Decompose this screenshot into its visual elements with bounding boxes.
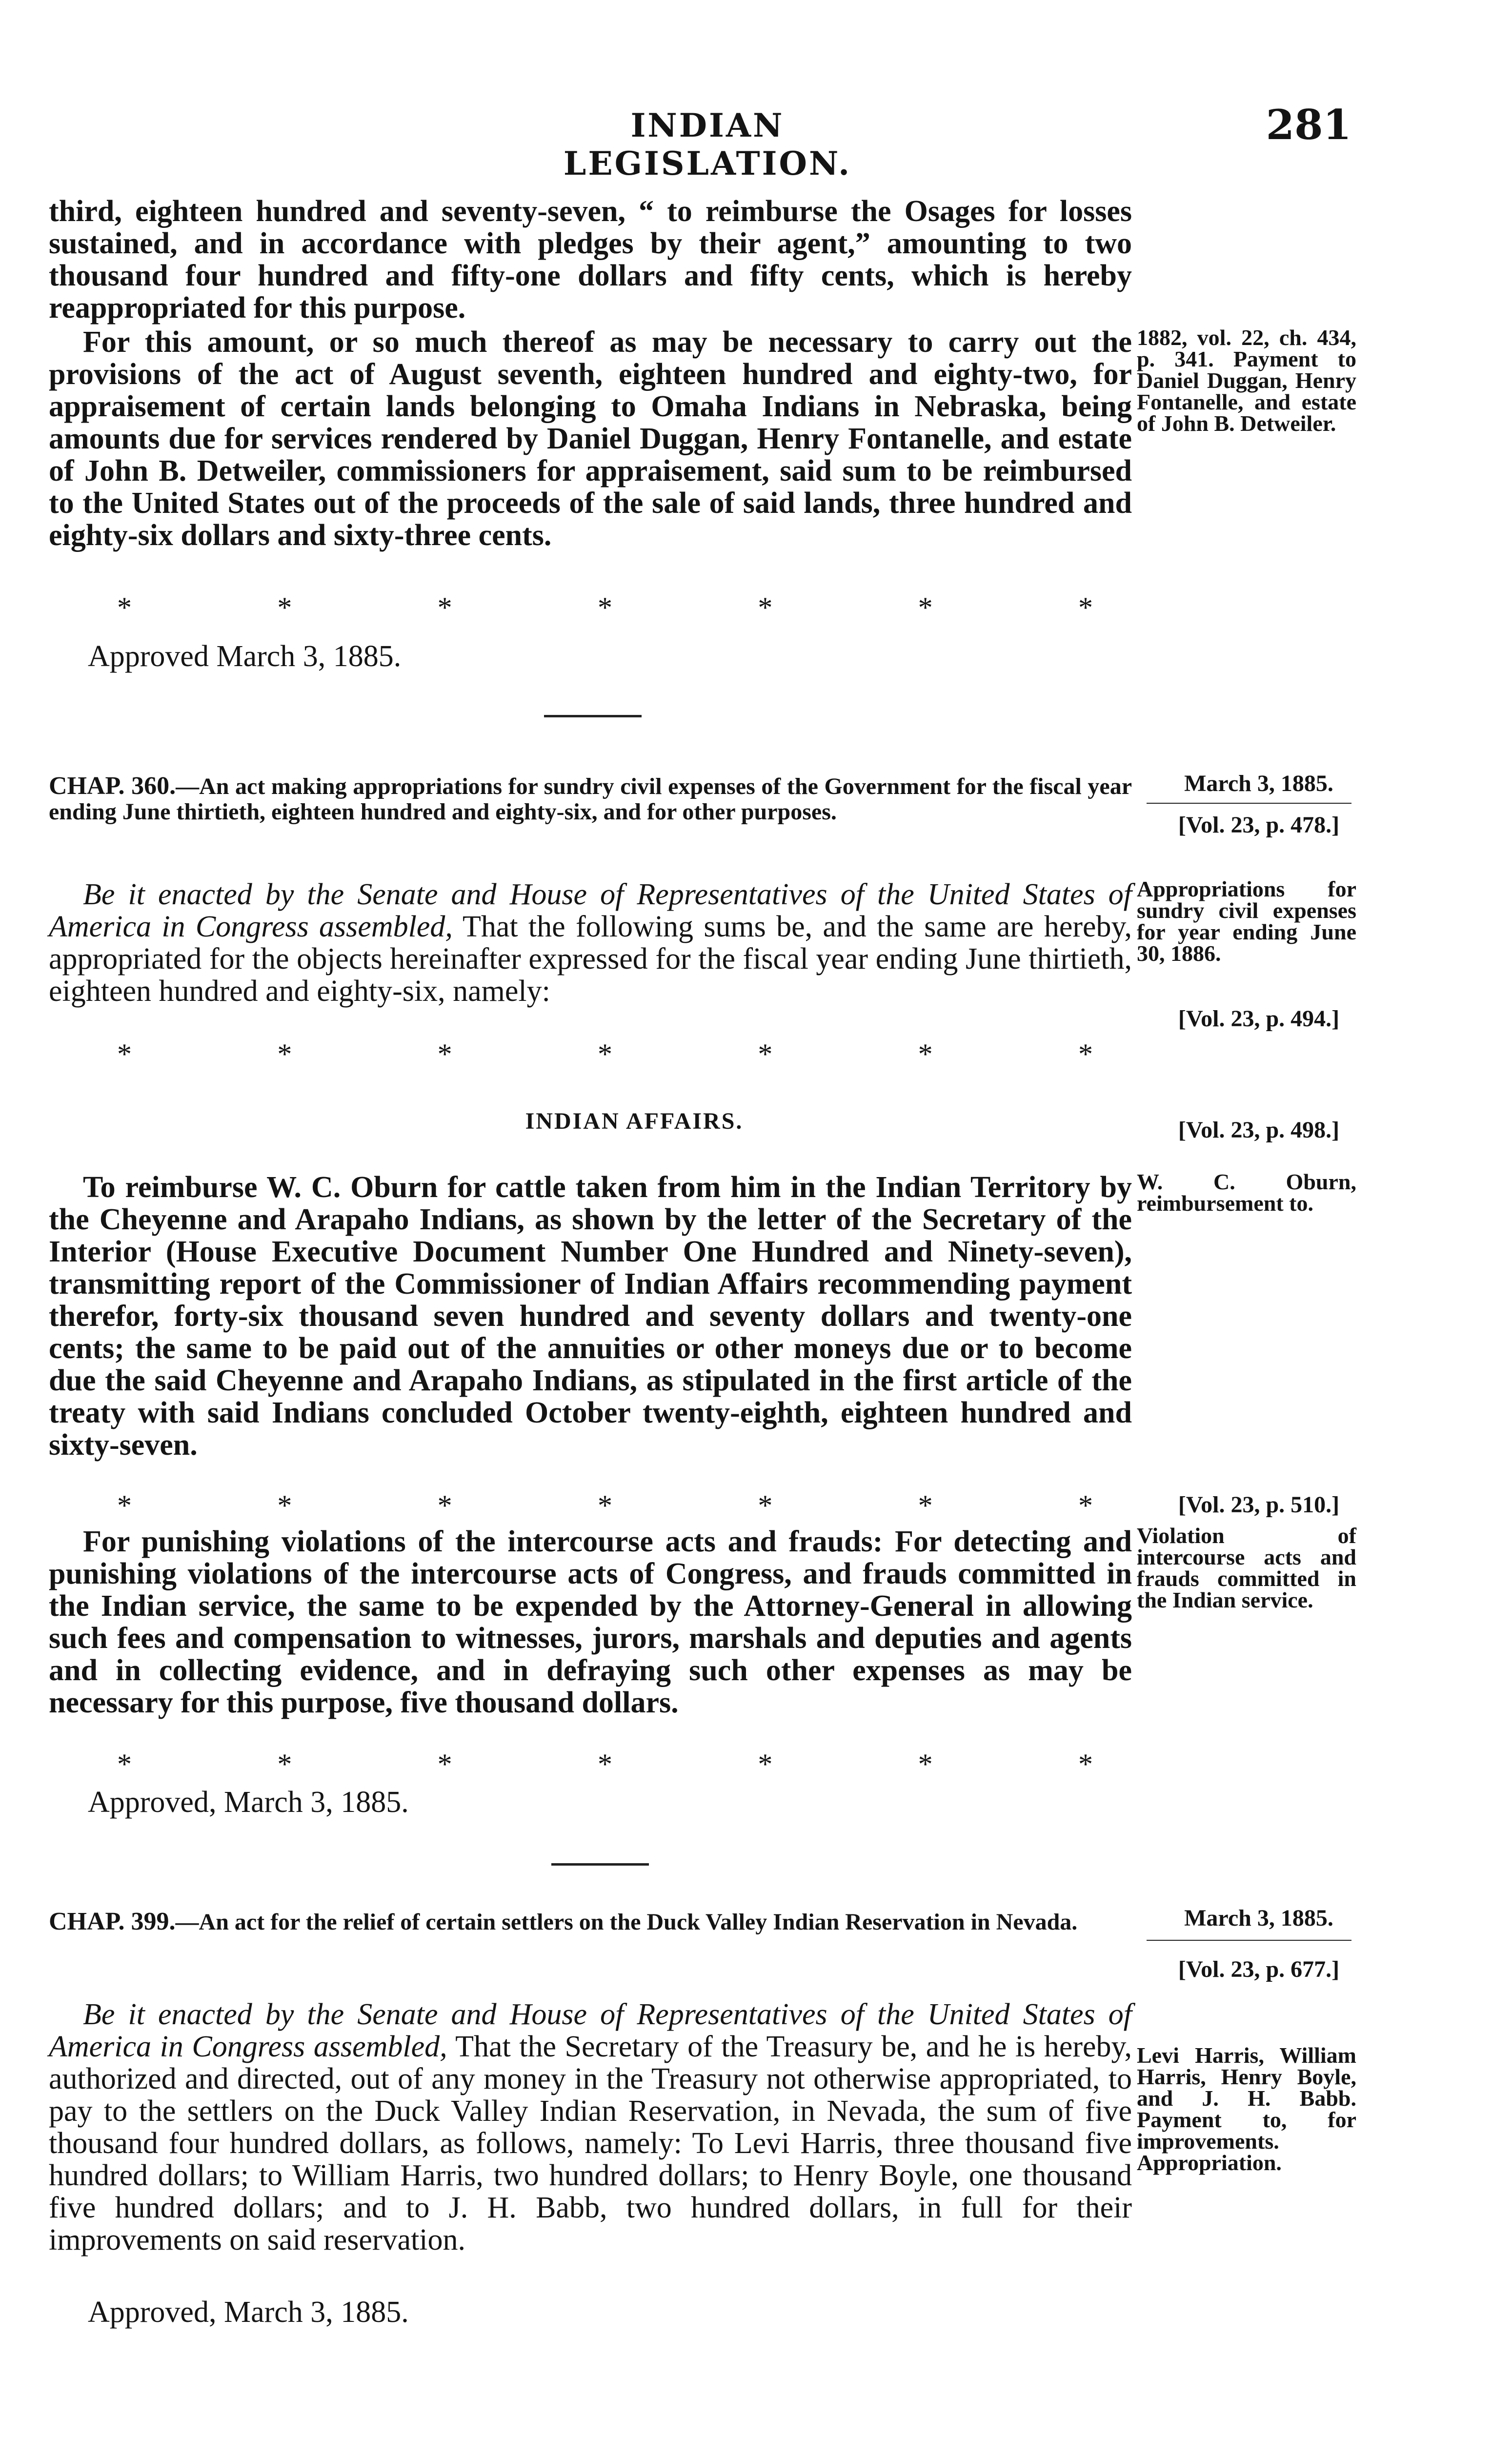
margin-date-399: March 3, 1885. (1184, 1905, 1333, 1931)
enacting-clause: Be it enacted by the Senate and House of Representatives of the United States of America in Congress assembled, (49, 878, 1132, 943)
asterisk-row-1 (117, 593, 1093, 622)
margin-divider (1147, 803, 1351, 804)
margin-note-settlers: Levi Harris, William Harris, Henry Boyle, and J. H. Babb. Payment to, for improvements. Appropriation. (1137, 2043, 1356, 2175)
asterisk: * (277, 1489, 292, 1522)
enacting-paragraph-360 (49, 878, 1132, 1007)
asterisk: * (437, 1748, 452, 1780)
asterisk: * (437, 1489, 452, 1522)
section-divider (551, 1863, 649, 1866)
asterisk: * (437, 591, 452, 624)
running-header: INDIAN LEGISLATION. (563, 106, 852, 183)
asterisk: * (597, 1038, 612, 1070)
chapter-399-title (49, 1909, 1132, 1935)
section-heading-indian-affairs: INDIAN AFFAIRS. (525, 1108, 744, 1134)
margin-ref-677: [Vol. 23, p. 677.] (1178, 1956, 1340, 1982)
margin-note-oburn: W. C. Oburn, reimbursement to. (1137, 1169, 1356, 1216)
asterisk: * (277, 1038, 292, 1070)
enacting-paragraph-399 (49, 1998, 1132, 2256)
page-number: 281 (1266, 101, 1351, 149)
asterisk: * (758, 1748, 773, 1780)
margin-divider (1147, 1940, 1351, 1941)
chap-title-text: —An act for the relief of certain settlers on the Duck Valley Indian Reservation in Nevada. (175, 1909, 1078, 1935)
margin-ref-494: [Vol. 23, p. 494.] (1178, 1006, 1340, 1032)
duggan-paragraph: For this amount, or so much thereof as may be necessary to carry out the provisions of the act of August seventh, eighteen hundred and eighty-two, for appraisement of certain lands belonging to Omaha Indians in Nebraska, being amounts due for services rendered by Daniel Duggan, Henry Fontanelle, and estate of John B. Detweiler, commissioners for appraisement, said sum to be reimbursed to the United States out of the proceeds of the sale of said lands, three hundred and eighty-six dollars and sixty-three cents. (49, 325, 1132, 552)
chapter-360-title (49, 773, 1132, 825)
asterisk: * (1078, 1748, 1093, 1780)
chap-label: CHAP. 360. (49, 772, 176, 800)
asterisk-row-4 (117, 1749, 1093, 1779)
margin-ref-478: [Vol. 23, p. 478.] (1178, 812, 1340, 838)
asterisk: * (1078, 591, 1093, 624)
asterisk: * (597, 1748, 612, 1780)
margin-ref-510: [Vol. 23, p. 510.] (1178, 1492, 1340, 1518)
enacting-rest: That the following sums be, and the same are hereby, appropriated for the objects hereinafter expressed for the fiscal year ending June thirtieth, eighteen hundred and eighty-six, namely: (49, 910, 1132, 1008)
approved-line-3: Approved, March 3, 1885. (88, 2296, 409, 2329)
asterisk: * (117, 1038, 132, 1070)
enacting-clause: Be it enacted by the Senate and House of Representatives of the United States of America in Congress assembled, (49, 1998, 1132, 2063)
margin-ref-498: [Vol. 23, p. 498.] (1178, 1117, 1340, 1143)
approved-line-1: Approved March 3, 1885. (88, 640, 402, 673)
asterisk: * (918, 591, 933, 624)
asterisk: * (277, 591, 292, 624)
asterisk: * (758, 591, 773, 624)
asterisk-row-3 (117, 1491, 1093, 1520)
asterisk: * (758, 1489, 773, 1522)
approved-line-2: Approved, March 3, 1885. (88, 1786, 409, 1819)
asterisk: * (117, 1489, 132, 1522)
asterisk: * (117, 591, 132, 624)
asterisk: * (918, 1489, 933, 1522)
asterisk: * (918, 1748, 933, 1780)
asterisk: * (117, 1748, 132, 1780)
margin-note-violations: Violation of intercourse acts and frauds committed in the Indian service. (1137, 1523, 1356, 1612)
asterisk: * (437, 1038, 452, 1070)
continuation-paragraph: third, eighteen hundred and seventy-seven, “ to reimburse the Osages for losses sustained, and in accordance with pledges by their agent,” amounting to two thousand four hundred and fifty-one dollars and fifty cents, which is hereby reappropriated for this purpose. (49, 195, 1132, 325)
chap-title-text: —An act making appropriations for sundry civil expenses of the Government for the fiscal year ending June thirtieth, eighteen hundred and eighty-six, and for other purposes. (49, 773, 1132, 825)
enacting-rest: That the Secretary of the Treasury be, and he is hereby, authorized and directed, out of any money in the Treasury not otherwise appropriated, to pay to the settlers on the Duck Valley Indian Reservation, in Nevada, the sum of five thousand four hundred dollars, as follows, namely: To Levi Harris, three thousand five hundred dollars; to William Harris, two hundred dollars; to Henry Boyle, one thousand five hundred dollars; and to J. H. Babb, two hundred dollars, in full for their improvements on said reservation. (49, 2030, 1132, 2257)
margin-date-360: March 3, 1885. (1184, 771, 1333, 796)
violations-paragraph: For punishing violations of the intercourse acts and frauds: For detecting and punishing violations of the intercourse acts of Congress, and frauds committed in the Indian service, the same to be expended by the Attorney-General in allowing such fees and compensation to witnesses, jurors, marshals and deputies and agents and in collecting evidence, and in defraying such other expenses as may be necessary for this purpose, five thousand dollars. (49, 1525, 1132, 1719)
section-divider (544, 715, 642, 717)
asterisk: * (918, 1038, 933, 1070)
asterisk: * (597, 591, 612, 624)
asterisk-row-2 (117, 1039, 1093, 1069)
margin-note-appropriations: Appropriations for sundry civil expenses for year ending June 30, 1886. (1137, 876, 1356, 966)
asterisk: * (1078, 1489, 1093, 1522)
asterisk: * (277, 1748, 292, 1780)
asterisk: * (597, 1489, 612, 1522)
chap-label: CHAP. 399. (49, 1908, 176, 1935)
asterisk: * (758, 1038, 773, 1070)
asterisk: * (1078, 1038, 1093, 1070)
margin-note-duggan: 1882, vol. 22, ch. 434, p. 341. Payment to Daniel Duggan, Henry Fontanelle, and estate of John B. Detweiler. (1137, 325, 1356, 436)
oburn-paragraph: To reimburse W. C. Oburn for cattle taken from him in the Indian Territory by the Cheyenne and Arapaho Indians, as shown by the letter of the Secretary of the Interior (House Executive Document Number One Hundred and Ninety-seven), transmitting report of the Commissioner of Indian Affairs recommending payment therefor, forty-six thousand seven hundred and seventy dollars and twenty-one cents; the same to be paid out of the annuities or other moneys due or to become due the said Cheyenne and Arapaho Indians, as stipulated in the first article of the treaty with said Indians concluded October twenty-eighth, eighteen hundred and sixty-seven. (49, 1171, 1132, 1462)
